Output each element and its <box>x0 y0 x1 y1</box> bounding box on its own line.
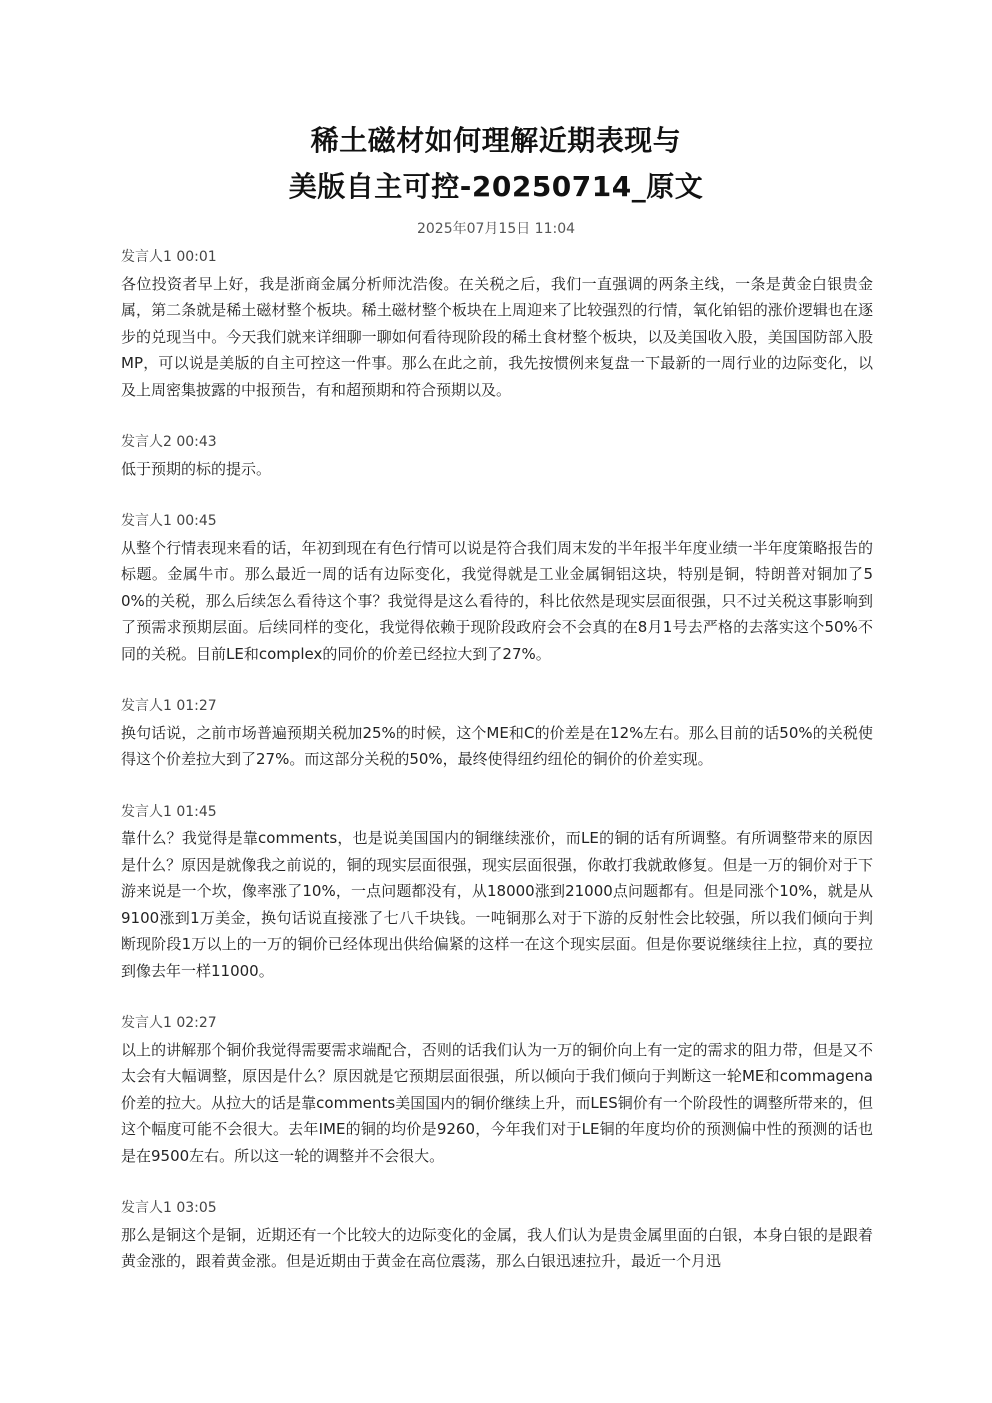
speaker-label: 发言人1 01:45 <box>121 803 217 820</box>
segment-text: 从整个行情表现来看的话，年初到现在有色行情可以说是符合我们周末发的半年报半年度业绩一半年度策略报告的标题。金属牛市。那么最近一周的话有边际变化，我觉得就是工业金属铜铝这块，特别是铜，特朗普对铜加了50%的关税，那么后续怎么看待这个事？我觉得是这么看待的，科比依然是现实层面很强，只不过关税这事影响到了预需求预期层面。后续同样的变化，我觉得依赖于现阶段政府会不会真的在8月1号去严格的去落实这个50%不同的关税。目前LE和complex的同价的价差已经拉大到了27%。 <box>121 538 873 663</box>
document-date: 2025年07月15日 11:04 <box>416 221 576 237</box>
transcript-segment <box>121 1010 873 1169</box>
title-line-1: 稀土磁材如何理解近期表现与 <box>310 124 682 157</box>
speaker-label: 发言人2 00:43 <box>121 434 217 450</box>
speaker-label: 发言人1 02:27 <box>121 1015 217 1031</box>
transcript-segment <box>121 508 873 667</box>
segment-text: 各位投资者早上好，我是浙商金属分析师沈浩俊。在关税之后，我们一直强调的两条主线，一条是黄金白银贵金属，第二条就是稀土磁材整个板块。稀土磁材整个板块在上周迎来了比较强烈的行情，氧化铂铝的涨价逻辑也在逐步的兑现当中。今天我们就来详细聊一聊如何看待现阶段的稀土食材整个板块，以及美国收入股，美国国防部入股MP，可以说是美版的自主可控这一件事。那么在此之前，我先按惯例来复盘一下最新的一周行业的边际变化，以及上周密集披露的中报预告，有和超预期和符合预期以及。 <box>121 274 873 399</box>
title-line-2: 美版自主可控-20250714_原文 <box>288 170 704 203</box>
segment-text: 换句话说，之前市场普遍预期关税加25%的时候，这个ME和C的价差是在12%左右。那么目前的话50%的关税使得这个价差拉大到了27%。而这部分关税的50%，最终使得纽约纽伦的铜价的价差实现。 <box>121 723 873 768</box>
segment-text: 靠什么？我觉得是靠comments，也是说美国国内的铜继续涨价，而LE的铜的话有所调整。有所调整带来的原因是什么？原因是就像我之前说的，铜的现实层面很强，现实层面很强，你敢打我就敢修复。但是一万的铜价对于下游来说是一个坎，像率涨了10%，一点问题都没有，从18000涨到21000点问题都有。但是同涨个10%，就是从9100涨到1万美金，换句话说直接涨了七八千块钱。一吨铜那么对于下游的反射性会比较强，所以我们倾向于判断现阶段1万以上的一万的铜价已经体现出供给偏紧的这样一在这个现实层面。但是你要说继续往上拉，真的要拉到像去年一样11000。 <box>121 829 873 980</box>
segment-text: 以上的讲解那个铜价我觉得需要需求端配合，否则的话我们认为一万的铜价向上有一定的需求的阻力带，但是又不太会有大幅调整，原因是什么？原因就是它预期层面很强，所以倾向于我们倾向于判断这一轮ME和commagena价差的拉大。从拉大的话是靠comments美国国内的铜价继续上升，而LES铜价有一个阶段性的调整所带来的，但这个幅度可能不会很大。去年IME的铜的均价是9260，今年我们对于LE铜的年度均价的预测偏中性的预测的话也是在9500左右。所以这一轮的调整并不会很大。 <box>121 1040 873 1165</box>
transcript-segment <box>121 799 873 985</box>
transcript-segment <box>121 429 873 482</box>
segment-text: 那么是铜这个是铜，近期还有一个比较大的边际变化的金属，我人们认为是贵金属里面的白银，本身白银的是跟着黄金涨的，跟着黄金涨。但是近期由于黄金在高位震荡，那么白银迅速拉升，最近一个月迅 <box>121 1225 873 1270</box>
speaker-label: 发言人1 01:27 <box>121 698 217 714</box>
transcript-segment <box>121 244 873 403</box>
transcript-segment <box>121 693 873 773</box>
transcript-segment <box>121 1195 873 1275</box>
transcript-body <box>121 244 873 1301</box>
document-title <box>0 118 992 210</box>
speaker-label: 发言人1 03:05 <box>121 1200 217 1216</box>
speaker-label: 发言人1 00:01 <box>121 249 217 265</box>
speaker-label: 发言人1 00:45 <box>121 513 217 529</box>
segment-text: 低于预期的标的提示。 <box>121 459 272 478</box>
